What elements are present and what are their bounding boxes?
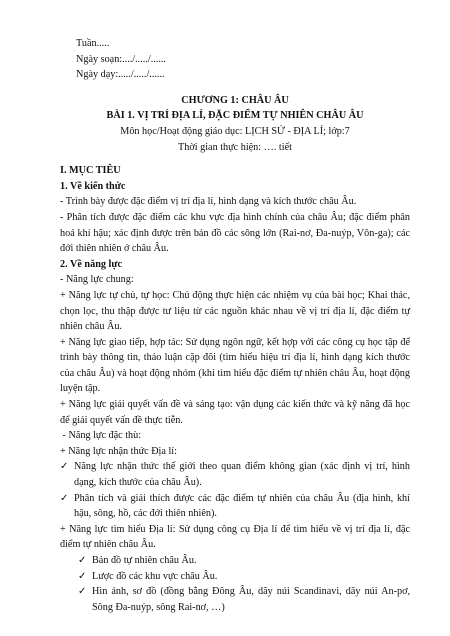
general-skill-item: + Năng lực giải quyết vấn đề và sáng tạo: vận dụng các kiến thức và kỹ năng đã học để giải quyết vấn đề thực tiễn. (60, 399, 410, 426)
geo-check-item (60, 459, 410, 490)
tool-check-text: Bản đồ tự nhiên châu Âu. (92, 555, 197, 566)
knowledge-item: - Phân tích được đặc điểm các khu vực địa hình chính của châu Âu; đặc điểm phân hoá khí hậu; xác định được trên bản đồ các sông lớn (Rai-nơ, Đa-nuýp, Vôn-ga); các đới thiên nhiên ở châu Âu. (60, 211, 410, 255)
tool-check-text: Hìn ảnh, sơ đồ (đồng bằng Đông Âu, dãy núi Scandinavi, dãy núi An-pơ, Sông Đa-nuýp, sông Rai-nơ, …) (92, 586, 410, 613)
tool-check-item (60, 584, 410, 615)
checkmark-icon: ✓ (60, 492, 69, 504)
tool-check-item (60, 553, 410, 569)
checkmark-icon: ✓ (60, 461, 69, 473)
prep-date-line: Ngày soạn:..../...../...... (76, 53, 166, 65)
section-heading-objectives: I. MỤC TIÊU (60, 165, 121, 177)
geo-check-text: Phân tích và giải thích được các đặc điểm tự nhiên của châu Âu (địa hình, khí hậu, sông, hồ, các đới thiên nhiên). (74, 492, 410, 520)
general-skill-item: + Năng lực tự chủ, tự học: Chủ động thực hiện các nhiệm vụ của bài học; Khai thác, chọn lọc, thu thập được tư liệu từ các nguồn khác nhau về vị trí địa lí, đặc điểm tự nhiên châu Âu. (60, 289, 410, 333)
general-skills-label: - Năng lực chung: (60, 274, 134, 286)
geo-tools-label: + Năng lực tìm hiểu Địa lí: Sử dụng công cụ Địa lí để tìm hiểu về vị trí địa lí, đặc điểm tự nhiên châu Âu. (60, 523, 410, 551)
geo-awareness-label: + Năng lực nhận thức Địa lí: (60, 445, 177, 457)
checkmark-icon: ✓ (78, 555, 87, 566)
checkmark-icon: ✓ (78, 586, 87, 598)
lesson-title: BÀI 1. VỊ TRÍ ĐỊA LÍ, ĐẶC ĐIỂM TỰ NHIÊN CHÂU ÂU (106, 110, 364, 122)
title-block (60, 93, 410, 155)
general-skill-item: + Năng lực giao tiếp, hợp tác: Sử dụng ngôn ngữ, kết hợp với các công cụ học tập để trình bày thông tin, thảo luận cặp đôi (tìm hiểu hiệu trí địa lí, hình dạng kích thước của châu Âu) và hoạt động nhóm (khi tìm hiểu đặc điểm tự nhiên châu Âu, hoạt động luyện tập. (60, 336, 410, 395)
week-line: Tuần..... (76, 38, 110, 49)
skills-heading: 2. Về năng lực (60, 258, 122, 270)
geo-check-item (60, 491, 410, 522)
teach-date-line: Ngày dạy:...../...../...... (76, 69, 165, 81)
tool-check-item (60, 569, 410, 585)
knowledge-item: - Trình bày được đặc điểm vị trí địa lí, hình dạng và kích thước châu Âu. (60, 196, 357, 208)
lesson-header (60, 36, 410, 83)
duration-line: Thời gian thực hiện: …. tiết (178, 141, 292, 153)
tool-check-text: Lược đồ các khu vực châu Âu. (92, 570, 218, 582)
checkmark-icon: ✓ (78, 570, 87, 582)
geo-check-text: Năng lực nhận thức thế giới theo quan điểm không gian (xác định vị trí, hình dạng, kích thước của châu Âu). (74, 461, 410, 489)
subject-line: Môn học/Hoạt động giáo dục: LỊCH SỬ - ĐỊA LÍ; lớp:7 (120, 125, 350, 137)
specific-skills-label: - Năng lực đặc thù: (60, 430, 142, 442)
chapter-title: CHƯƠNG 1: CHÂU ÂU (181, 94, 289, 106)
knowledge-heading: 1. Về kiến thức (60, 180, 126, 192)
